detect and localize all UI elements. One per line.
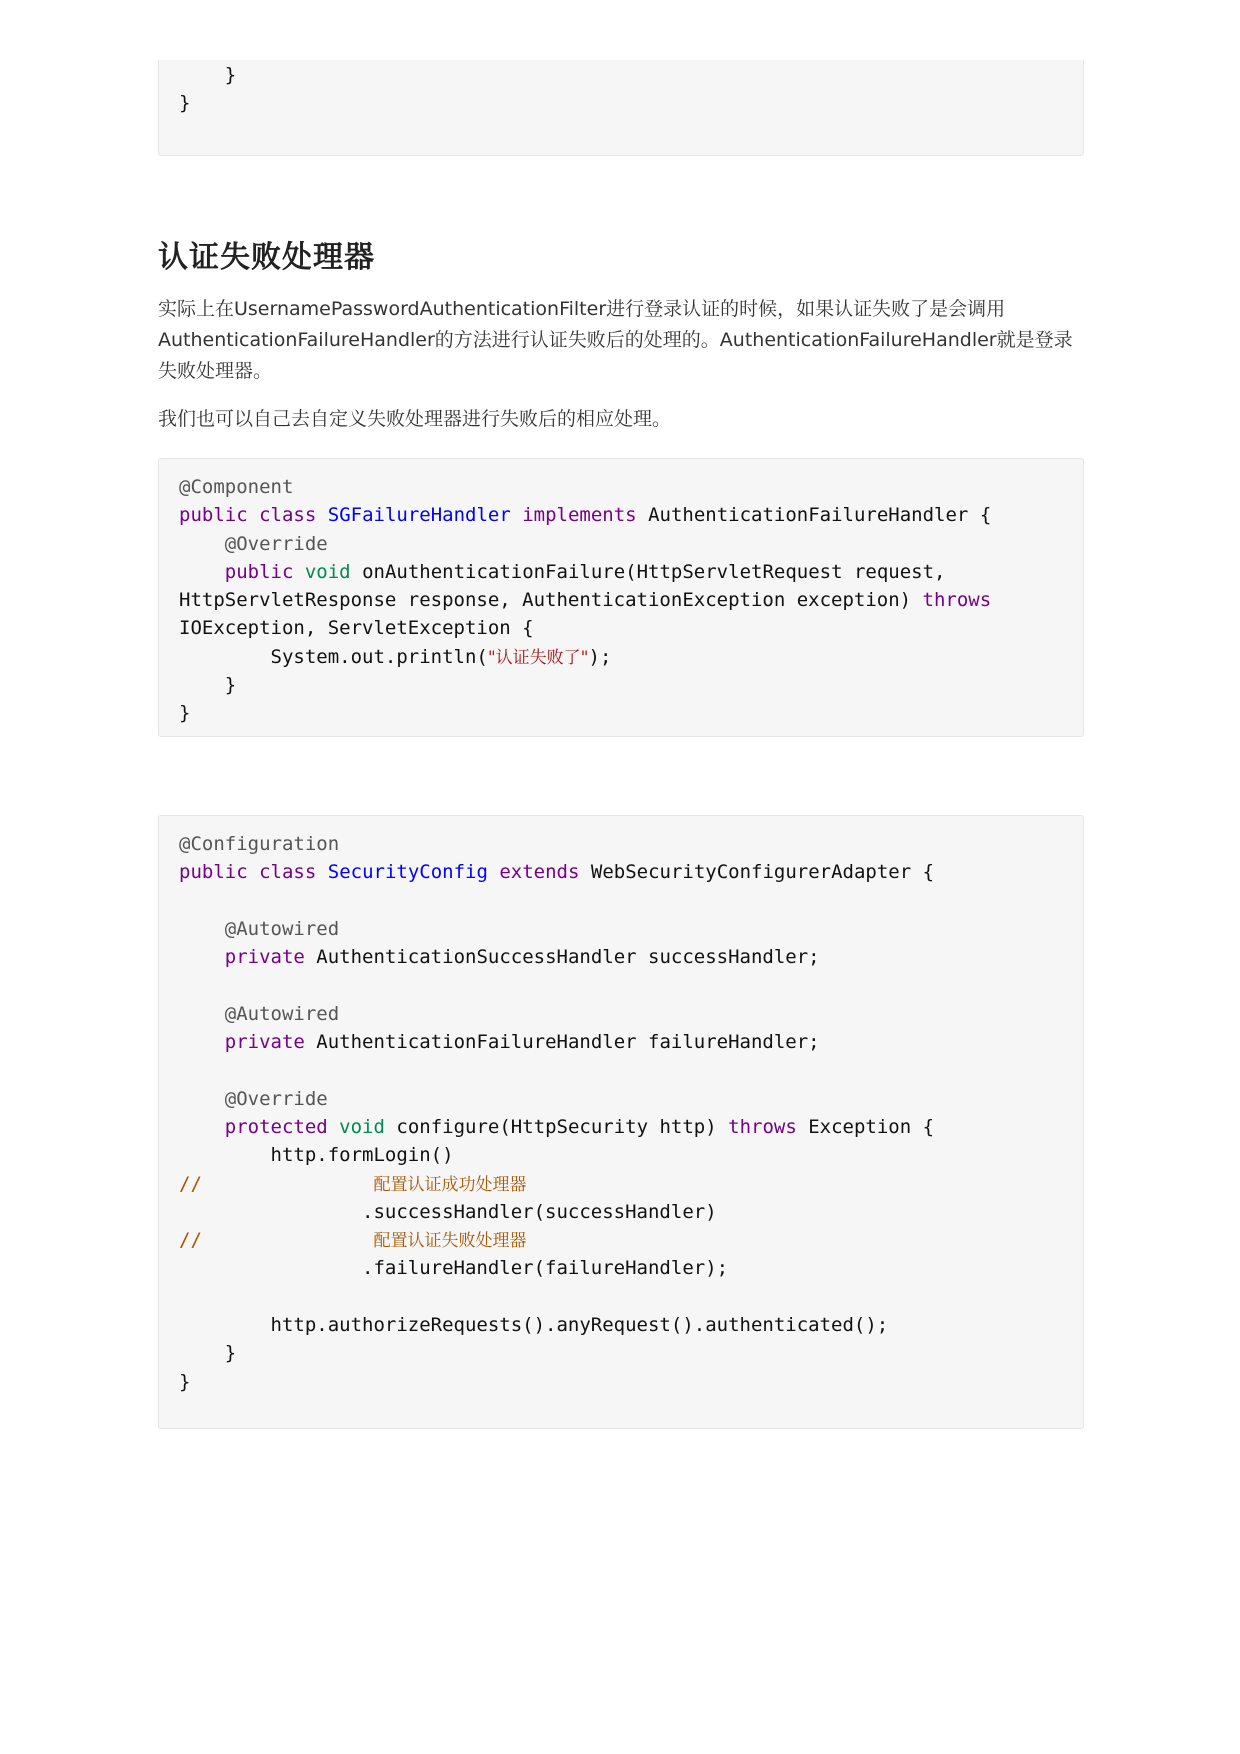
- code-line: http.formLogin(): [179, 1144, 454, 1167]
- code-line: [179, 915, 1063, 943]
- code-line-blank: [179, 971, 1063, 999]
- code-line: }: [179, 702, 191, 725]
- keyword: public: [224, 560, 294, 583]
- code-line: [179, 1000, 1063, 1028]
- keyword: extends: [499, 861, 580, 884]
- code-line: .failureHandler(failureHandler);: [179, 1257, 729, 1280]
- interface-name: AuthenticationFailureHandler: [648, 504, 969, 527]
- keyword: private: [224, 1031, 305, 1054]
- code-line: [179, 1170, 1063, 1198]
- code-line-blank: [179, 887, 1063, 915]
- keyword: implements: [522, 504, 637, 527]
- method-signature: configure(HttpSecurity http): [396, 1115, 717, 1138]
- keyword: class: [259, 504, 317, 527]
- code-line: }: [179, 674, 237, 697]
- method-signature: HttpServletResponse response, AuthenticationException exception): [179, 589, 912, 612]
- code-line: [179, 1113, 1063, 1141]
- field-declaration: AuthenticationSuccessHandler successHandler;: [316, 946, 820, 969]
- keyword: protected: [224, 1115, 328, 1138]
- keyword: public: [179, 861, 248, 884]
- annotation: @Autowired: [224, 1002, 340, 1025]
- annotation: @Component: [179, 476, 294, 498]
- comment-text: 配置认证失败处理器: [373, 1231, 527, 1252]
- field-declaration: AuthenticationFailureHandler failureHandler;: [316, 1031, 820, 1054]
- code-line: [179, 473, 1063, 501]
- code-line: [179, 643, 1063, 671]
- code-block-failure-handler: [158, 458, 1084, 737]
- code-block-security-config: [158, 815, 1084, 1429]
- code-line: [179, 1085, 1063, 1113]
- annotation: @Configuration: [179, 833, 340, 855]
- code-line: [179, 943, 1063, 971]
- code-line: .successHandler(successHandler): [179, 1200, 717, 1223]
- annotation: @Override: [224, 532, 328, 555]
- keyword: throws: [922, 589, 992, 612]
- paragraph-custom: 我们也可以自己去自定义失败处理器进行失败后的相应处理。: [158, 408, 672, 430]
- string-literal: "认证失败了": [487, 647, 589, 668]
- annotation: @Override: [224, 1087, 328, 1110]
- code-line: }: [179, 1342, 237, 1365]
- comment-marker: //: [179, 1172, 202, 1195]
- code-line: [179, 501, 1063, 529]
- code-line: [179, 1226, 1063, 1254]
- comment-text: 配置认证成功处理器: [373, 1174, 527, 1195]
- code-line: [179, 830, 1063, 858]
- code-line: }: [179, 64, 237, 86]
- code-block-previous: [158, 60, 1084, 156]
- code-line: }: [179, 92, 191, 115]
- brace: {: [979, 504, 992, 527]
- code-text: System.out.println(: [270, 645, 488, 668]
- code-line: [179, 614, 1063, 642]
- comment-marker: //: [179, 1229, 202, 1252]
- code-line: http.authorizeRequests().anyRequest().authenticated();: [179, 1314, 889, 1337]
- keyword: private: [224, 946, 305, 969]
- keyword: public: [179, 504, 248, 527]
- code-line: [179, 530, 1063, 558]
- method-signature: IOException, ServletException {: [179, 617, 534, 640]
- code-line: [179, 1028, 1063, 1056]
- class-name: SecurityConfig: [327, 861, 488, 884]
- keyword: void: [304, 560, 351, 583]
- code-line: [179, 586, 1063, 614]
- parent-class: WebSecurityConfigurerAdapter {: [590, 861, 935, 884]
- annotation: @Autowired: [224, 917, 340, 940]
- code-line: [179, 558, 1063, 586]
- method-signature: Exception {: [808, 1115, 935, 1138]
- code-line: }: [179, 1370, 191, 1393]
- code-line: [179, 858, 1063, 886]
- keyword: class: [259, 861, 317, 884]
- keyword: void: [339, 1115, 385, 1138]
- code-line-blank: [179, 1283, 1063, 1311]
- keyword: throws: [728, 1115, 797, 1138]
- section-heading: 认证失败处理器: [158, 240, 375, 275]
- paragraph-intro: 实际上在UsernamePasswordAuthenticationFilter进行登录认证的时候，如果认证失败了是会调用AuthenticationFailureHandler的方法进行认证失败后的处理的。AuthenticationFailureHandler就是登录失败处理器。: [158, 298, 1073, 382]
- code-text: );: [588, 645, 612, 668]
- class-name: SGFailureHandler: [327, 504, 511, 527]
- code-line-blank: [179, 1056, 1063, 1084]
- method-signature: onAuthenticationFailure(HttpServletRequest request,: [362, 560, 946, 583]
